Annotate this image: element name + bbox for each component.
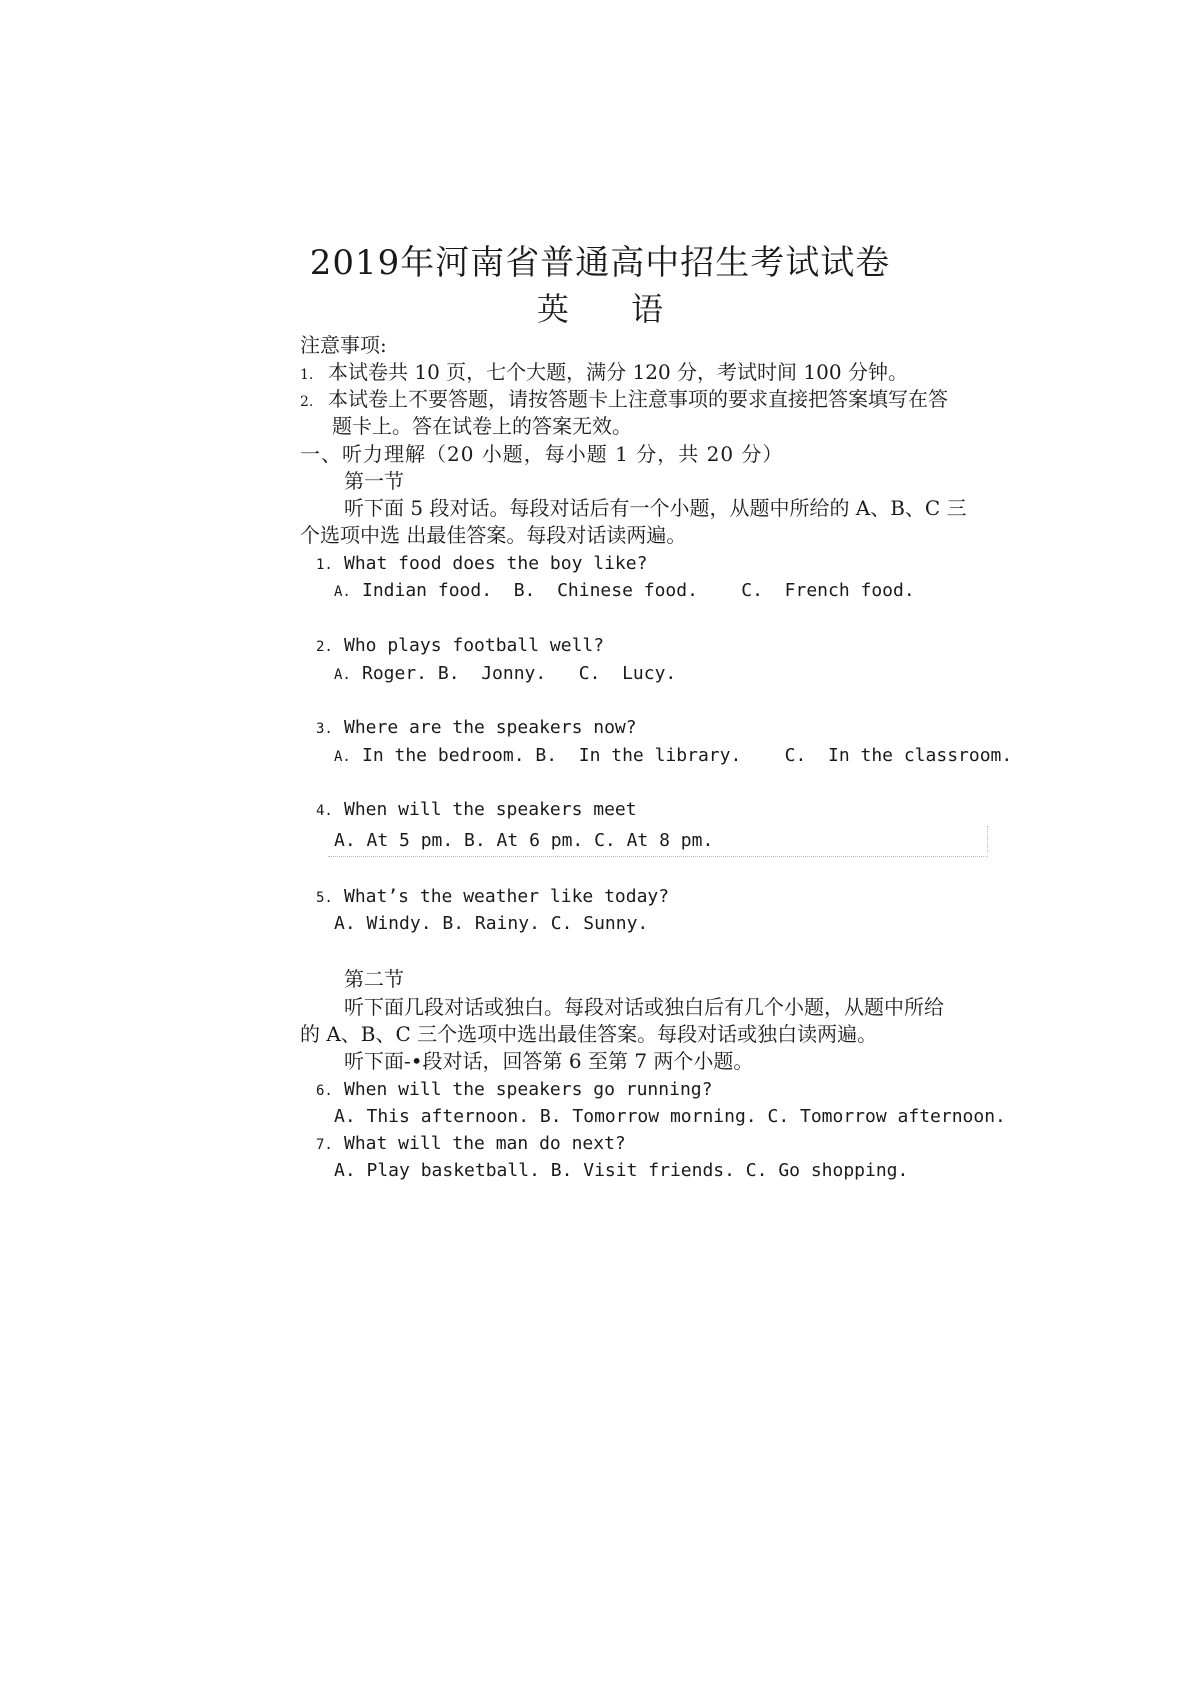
question-number: 5. [316,890,333,906]
question-6 [316,1077,712,1104]
question-7-options: A. Play basketball. B. Visit friends. C. Go shopping. [334,1160,909,1181]
notice-item-text: 本试卷上不要答题，请按答题卡上注意事项的要求直接把答案填写在答 [328,387,948,411]
option-prefix: A. [334,667,351,683]
question-text: What’s the weather like today? [344,886,670,907]
section2-label: 第二节 [344,967,404,991]
part1-heading: 一、听力理解（20 小题，每小题 1 分，共 20 分） [300,442,784,466]
option-prefix: A. [334,749,351,765]
question-4-options: A. At 5 pm. B. At 6 pm. C. At 8 pm. [334,830,714,851]
question-number: 6. [316,1083,333,1099]
question-text: Where are the speakers now? [344,717,637,738]
options-text: In the bedroom. B. In the library. C. In the classroom. [362,745,1013,766]
section2-instruction: 听下面几段对话或独白。每段对话或独白后有几个小题，从题中所给 [344,995,944,1019]
question-number: 2. [316,639,333,655]
notice-item-1 [300,359,908,388]
question-1 [316,551,647,578]
question-text: When will the speakers meet [344,799,637,820]
question-3 [316,715,637,742]
notice-item-number: 2. [300,394,314,410]
section1-instruction-cont: 个选项中选 出最佳答案。每段对话读两遍。 [300,523,687,547]
question-3-options [334,743,1012,770]
question-2-options [334,661,676,688]
page-title: 2019年河南省普通高中招生考试试卷 [309,243,891,283]
notice-item-text: 本试卷共 10 页，七个大题，满分 120 分，考试时间 100 分钟。 [328,360,908,384]
subject-title: 英 语 [536,290,690,328]
notice-item-number: 1. [300,367,314,383]
question-6-options: A. This afternoon. B. Tomorrow morning. C. Tomorrow afternoon. [334,1106,1006,1127]
question-2 [316,633,604,660]
option-prefix: A. [334,584,351,600]
section2-instruction-cont: 的 A、B、C 三个选项中选出最佳答案。每段对话或独白读两遍。 [300,1022,878,1046]
notice-heading: 注意事项: [300,333,387,357]
question-text: When will the speakers go running? [344,1079,713,1100]
section2-sub-instruction: 听下面-•段对话，回答第 6 至第 7 两个小题。 [344,1049,754,1073]
notice-item-2-continuation: 题卡上。答在试卷上的答案无效。 [332,414,632,438]
options-text: Roger. B. Jonny. C. Lucy. [362,663,677,684]
question-number: 3. [316,721,333,737]
question-text: What food does the boy like? [344,553,648,574]
question-number: 1. [316,557,333,573]
options-text: Indian food. B. Chinese food. C. French food. [362,580,915,601]
dotted-rule [328,856,988,857]
question-7 [316,1131,626,1158]
dotted-rule-vertical [987,826,988,852]
question-number: 7. [316,1137,333,1153]
question-4 [316,797,637,824]
question-text: What will the man do next? [344,1133,626,1154]
notice-item-2 [300,386,948,415]
question-text: Who plays football well? [344,635,605,656]
question-number: 4. [316,803,333,819]
question-5-options: A. Windy. B. Rainy. C. Sunny. [334,913,649,934]
question-1-options [334,578,915,605]
question-5 [316,884,669,911]
section1-label: 第一节 [344,469,404,493]
section1-instruction: 听下面 5 段对话。每段对话后有一个小题，从题中所给的 A、B、C 三 [344,496,967,520]
